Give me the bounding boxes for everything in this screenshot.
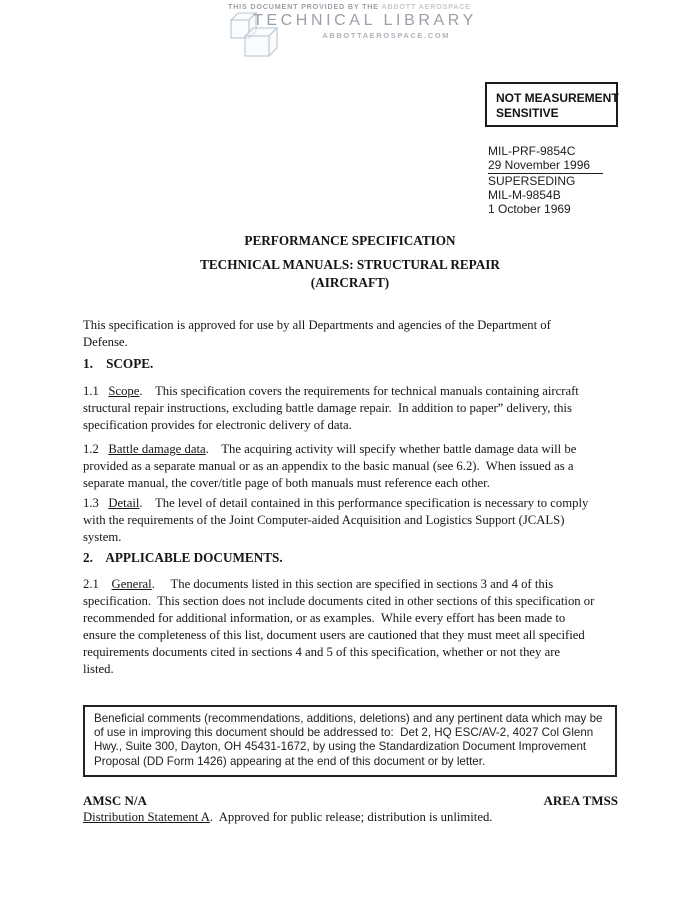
paragraph-text: . The level of detail contained in this performance specification is necessary to comply with the requirements of the Joint Computer-aided Acquisition and Logistics Support (JCALS) system. — [83, 496, 589, 544]
distribution-statement — [83, 810, 492, 825]
paragraph-text: . The acquiring activity will specify whether battle damage data will be provided as a separate manual or as an appendix to the basic manual (see 6.2). When issued as a separate manual, the cover/title page of both manuals must reference each other. — [83, 442, 577, 490]
approval-paragraph: This specification is approved for use by all Departments and agencies of the Department of Defense. — [83, 318, 551, 349]
provided-by-brand: ABBOTT AEROSPACE — [381, 2, 471, 11]
not-measurement-sensitive-box: NOT MEASUREMENT SENSITIVE — [485, 82, 618, 127]
paragraph-1-2 — [83, 441, 643, 492]
section-1-heading: 1. SCOPE. — [83, 356, 154, 371]
paragraph-2-1 — [83, 576, 643, 677]
paragraph-number: 1.3 — [83, 496, 109, 510]
spec-subject-qualifier: (AIRCRAFT) — [310, 274, 390, 290]
superseding-label: SUPERSEDING — [488, 173, 576, 188]
paragraph-text: . The documents listed in this section are specified in sections 3 and 4 of this specification. This section does not include documents cited in other sections of this specification or recommended for additional information, or as examples. While every effort has been made to ensure the completeness of this list, document users are cautioned that they must meet all specified requirements documents cited in sections 4 and 5 of this specification, whether or not they are listed. — [83, 577, 595, 676]
abbott-library-header — [226, 2, 477, 40]
beneficial-comments-box: Beneficial comments (recommendations, additions, deletions) and any pertinent data which may be of use in improving this document should be addressed to: Det 2, HQ ESC/AV-2, 4027 Col Glenn Hwy., Suite 300, Dayton, OH 45431-1672, by using the Standardization Document Improvement Proposal (DD Form 1426) appearing at the end of this document or by letter. — [83, 705, 617, 777]
paragraph-number: 1.2 — [83, 442, 109, 456]
abbott-header-text — [228, 2, 477, 40]
paragraph-1-1 — [83, 383, 643, 434]
distribution-statement-lead: Distribution Statement A — [83, 810, 210, 824]
footer-row — [83, 793, 618, 809]
paragraph-number: 1.1 — [83, 384, 109, 398]
paragraph-lead: General — [111, 577, 152, 591]
spec-type-title: PERFORMANCE SPECIFICATION — [244, 233, 456, 248]
paragraph-lead: Scope — [108, 384, 140, 398]
superseded-date: 1 October 1969 — [488, 202, 571, 217]
document-number: MIL-PRF-9854C — [488, 144, 576, 158]
paragraph-text: . This specification covers the requirements for technical manuals containing aircraft structural repair instructions, excluding battle damage repair. In addition to paper” delivery, this specification provides for electronic delivery of data. — [83, 384, 579, 432]
document-date: 29 November 1996 — [488, 158, 603, 173]
spec-subject-title: TECHNICAL MANUALS: STRUCTURAL REPAIR — [200, 257, 500, 272]
document-id-block — [488, 144, 603, 216]
library-website: ABBOTTAEROSPACE.COM — [322, 31, 450, 40]
paragraph-1-3 — [83, 495, 643, 546]
paragraph-lead: Battle damage data — [108, 442, 206, 456]
title-block — [0, 233, 700, 291]
section-2-heading: 2. APPLICABLE DOCUMENTS. — [83, 550, 283, 565]
area-code: AREA TMSS — [543, 793, 618, 808]
provided-by-line — [228, 2, 471, 11]
paragraph-number: 2.1 — [83, 577, 112, 591]
distribution-statement-text: . Approved for public release; distribution is unlimited. — [209, 810, 493, 824]
amsc-code: AMSC N/A — [83, 793, 147, 808]
library-title: TECHNICAL LIBRARY — [253, 12, 477, 29]
superseded-number: MIL-M-9854B — [488, 187, 561, 202]
paragraph-lead: Detail — [108, 496, 140, 510]
provided-by-prefix: THIS DOCUMENT PROVIDED BY THE — [228, 2, 382, 11]
